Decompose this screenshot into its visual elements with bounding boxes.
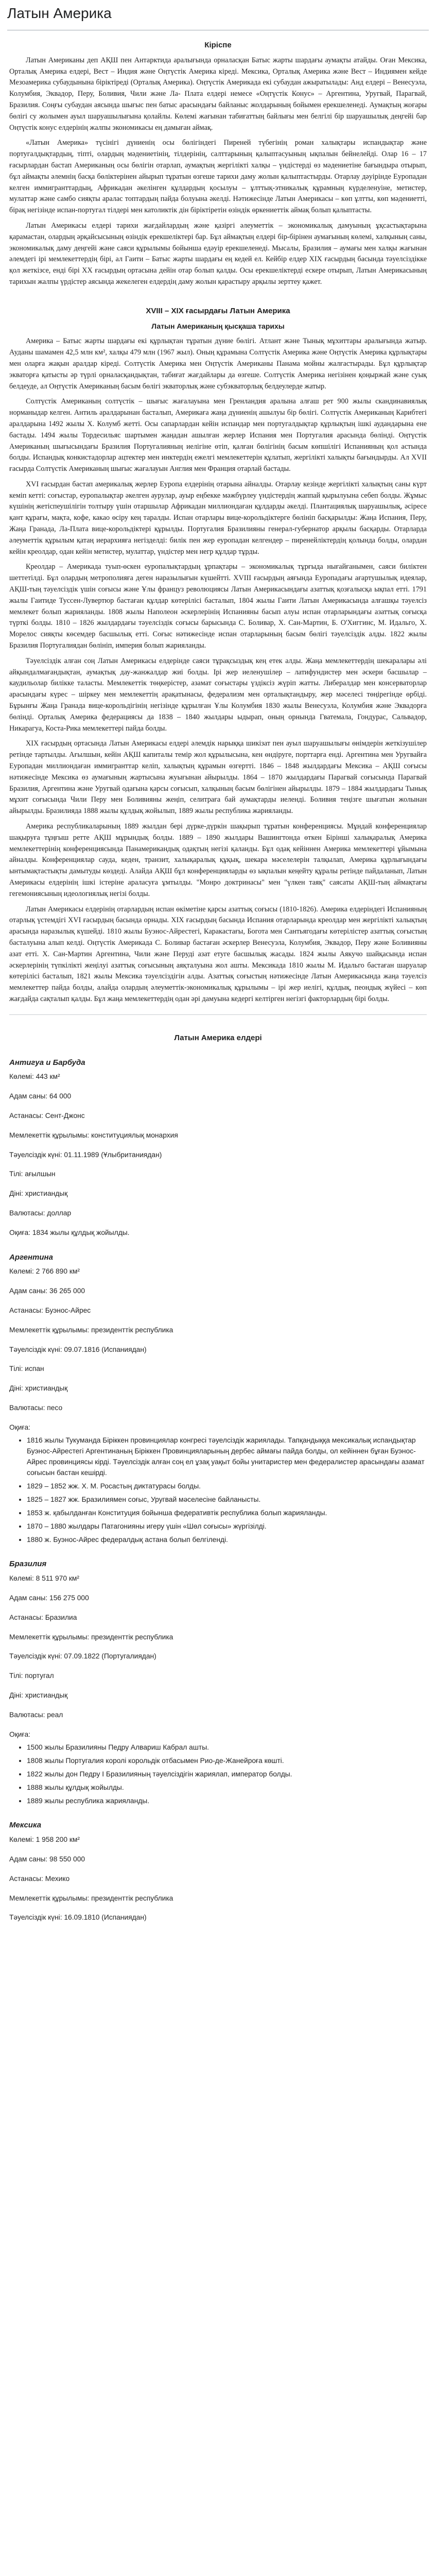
section-subheading: Латын Американың қысқаша тарихы [151, 321, 285, 330]
country-field: Көлемі: 8 511 970 км² [9, 1574, 79, 1583]
country-field: Адам саны: 36 265 000 [9, 1287, 85, 1295]
countries-section [9, 1057, 427, 1924]
history-paragraph: Солтүстік Американың солтүстік – шығыс жағалауына мен Гренландия аралына алғаш рет 900 жылы скандинавиялық норманыдар келген. Антиль аралдарынан басталып, Америкаға жаңа дүниенің ашылуы бір бөлігі. Солтүстік Американың Карибтегі аралдарына 1492 жылы X. Колумб жетті. Осы сапарлардан кейін испандар мен португалдықтар құрлықтың ішкі аудандарына ене бастады. 1494 жылы Тордесильяс шартымен жаңадан ашылған жерлер Испания мен Португалия арасында бөлінді. Оңтүстік Американың шығысындағы Бразилия Португалияның иелігіне өтіп, қалған бөлігінің басым көпшілігі Испанияның қол астында болды. Испандық конкистадорлар ацтектер мен инктердің ежелгі мемлекеттерін құлатып, жергілікті халықты бағындырды. Ал XVII ғасырда Солтүстік Американың шығыс жағалауын Англия мен Франция отарлай бастады. [9, 397, 427, 473]
page-title: Латын Америка [7, 5, 112, 21]
history-paragraph: Тәуелсіздік алған соң Латын Америкасы елдерінде саяси тұрақсыздық кең етек алды. Жаңа мемлекеттердің шекаралары әлі айқындалмағандықтан, аумақтық дау-жанжалдар жиі болды. Ірі жер иеленушілер – латифундистер мен әскери басшылар – каудильолар билікке таласты. Мемлекеттік төңкерістер, азамат соғыстары үздіксіз жүріп жатты. Либералдар мен консерваторлар арасындағы күрес – шіркеу мен мемлекеттің арақатынасы, федерализм мен орталықтандыру, жер мәселесі төңірегінде өрбіді. Бұрынғы Жаңа Гранада вице-корольдігінің негізінде құрылған Ұлы Колумбия 1830 жылы Венесуэла, Колумбия және Эквадорға бөлінді. Орталық Америка федерациясы да 1838 – 1840 жылдары ыдырап, оның орнында Гватемала, Гондурас, Сальвадор, Никарагуа, Коста-Рика мемлекеттері пайда болды. [9, 656, 427, 733]
country-field: Астанасы: Мехико [9, 1874, 70, 1883]
country-field: Тілі: португал [9, 1672, 54, 1680]
section-heading: XVIII – XIX ғасырдағы Латын Америка [146, 306, 290, 315]
country-field: Тәуелсіздік күні: 16.09.1810 (Испаниядан) [9, 1913, 147, 1922]
intro-paragraph: «Латын Америка» түсінігі дүниенің осы бөлігіндегі Пиреней түбегінің роман халықтары испандықтар және португалдықтардың, тіпті, олардың мәдениетінің, тілдерінің, салттарының қалыптасуының ықпалын бейнелейді. Олар 16 – 17 ғасырлардан бастап Американың осы бөлігін отарлап, аумақтың жергілікті халқы – үндістерді өз мәдениетіне бағындыра отырып, бұл аймақты әлемнің басқа бөліктерінен айырып тұратын өзгеше тарихи даму жолын қалыптастырды. Отарлау дәуірінде Еуропадан келген иммигранттардың, Африкадан әкелінген құлдардың қосылуы – ұлттық-этникалық құрамның күрделенуіне, метистер, мулаттар және самбо сияқты аралас топтардың пайда болуына әкелді. Нәтижесінде Латын Америкасы – көп ұлтты, көп мәдениетті, бірақ негізінде испан-португал тілдері мен католиктік дін біріктіретін өзіндік өркениеттік аймақ болып қалыптасты. [9, 139, 427, 215]
event-item: • 1889 жылы республика жарияланды. [27, 1795, 427, 1806]
country-field: Тәуелсіздік күні: 01.11.1989 (Ұлыбританиядан) [9, 1150, 162, 1159]
country-name: Антигуа и Барбуда [9, 1058, 85, 1067]
country-field: Валютасы: песо [9, 1403, 63, 1412]
intro-section [9, 55, 427, 288]
country-name: Бразилия [9, 1560, 47, 1569]
event-item: • 1500 жылы Бразилияны Педру Алвариш Кабрал ашты. [27, 1742, 427, 1753]
country-block [9, 1252, 427, 1546]
event-item: • 1816 жылы Тукуманда Біріккен провинциялар конгресі тәуелсіздік жариялады. Тапқандыққа мексикалық испандықтар Буэнос-Айрестегі Аргентинаның Біріккен Провинцияларының дербес аймағы пайда болды, ол кейіннен бұған Буэнос-Айрес провинциясы кірді. Тәуелсіздік алған соң ел ұзақ уақыт бойы унитаристер мен федералистер арасындағы азамат соғысын бастан кешірді. [27, 1435, 427, 1478]
event-item: • 1808 жылы Португалия королі корольдік отбасымен Рио-де-Жанейроға көшті. [27, 1755, 427, 1766]
country-field: Адам саны: 156 275 000 [9, 1594, 89, 1602]
event-item: • 1870 – 1880 жылдары Патагонияны игеру үшін «Шөл соғысы» жүргізілді. [27, 1521, 427, 1532]
countries-heading: Латын Америка елдері [174, 1033, 262, 1042]
country-field: Көлемі: 1 958 200 км² [9, 1836, 80, 1844]
history-paragraph: Америка – Батыс жарты шардағы екі құрлықтан тұратын дүние бөлігі. Атлант және Тынық мұхиттары аралығында жатыр. Ауданы шамамен 42,5 млн км², халқы 479 млн (1967 жыл). Оның құрамына Солтүстік Америка және Оңтүстік Америка құрлықтары мен оларға жақын аралдар кіреді. Солтүстік Америка мен Оңтүстік Американы Панама мойны жалғастырады. Бұл құрлықтар экваторға қатысты әр түрлі орналасқандықтан, табиғат жағдайлары да өзгеше. Солтүстік Америка негізінен қоңыржай және суық белдеуде, ал Оңтүстік Американың басым бөлігі экваторлық және субэкваторлық белдеулерде жатыр. [9, 337, 427, 391]
event-item: • 1853 ж. қабылданған Конституция бойынша федеративтік республика болып жарияланды. [27, 1507, 427, 1518]
country-field: Тілі: ағылшын [9, 1170, 56, 1178]
event-list [9, 1742, 427, 1806]
country-field: Мемлекеттік құрылымы: президенттік республика [9, 1326, 173, 1334]
country-field: Валютасы: доллар [9, 1209, 72, 1217]
country-field: Астанасы: Сент-Джонс [9, 1111, 85, 1120]
country-field: Мемлекеттік құрылымы: конституциялық монархия [9, 1131, 178, 1139]
history-paragraph: Креолдар – Америкада туып-өскен еуропалықтардың ұрпақтары – экономикалық тұрғыда нығайғанымен, саяси биліктен шеттетілді. Бұл олардың метрополияға деген наразылығын күшейтті. XVIII ғасырдың аяғында Еуропадағы ағартушылық идеялар, АҚШ-тың тәуелсіздік үшін соғысы және Ұлы француз революциясы Латын Америкасындағы азаттық қозғалысқа ықпал етті. 1791 жылы Гаитиде Туссен-Лувертюр бастаған құлдар көтерілісі басталып, 1804 жылы Гаити Латын Америкасында алғашқы тәуелсіз мемлекет болып жарияланды. 1808 жылы Наполеон әскерлерінің Испанияны басып алуы испан отарларындағы азаттық соғысқа түрткі болды. 1810 – 1826 жылдардағы тәуелсіздік соғысы барысында С. Боливар, X. Сан-Мартин, Б. О'Хиггинс, М. Идальго, X. Морелос сияқты көсемдер басшылық етті. Соғыс нәтижесінде испан отарларының басым бөлігі тәуелсіздік алды. 1822 жылы Бразилия Португалиядан бөлініп, империя болып жарияланды. [9, 563, 427, 650]
event-item: • 1822 жылы дон Педру I Бразилияның тәуелсіздігін жариялап, император болды. [27, 1769, 427, 1780]
history-section [9, 336, 427, 1005]
article-body [0, 30, 436, 1923]
event-item: • 1829 – 1852 жж. Х. М. Росастың диктатурасы болды. [27, 1481, 427, 1492]
intro-paragraph: Латын Американы деп АҚШ пен Антарктида аралығында орналасқан Батыс жарты шардағы аумақты атайды. Оған Мексика, Орталық Америка елдері, Вест – Индия және Оңтүстік Америка кіреді. Мексика, Орталық Америка және Вест – Индиямен кейде Мезоамерика субаудынына біріктіреді (Орталық Америка). Оңтүстік Америкада екі субаудан ажыратылады: Анд елдері – Венесуэла, Колумбия, Эквадор, Перу, Боливия, Чили және Ла- Плата елдері немесе «Оңтүстік Конус» – Аргентина, Уругвай, Парагвай, Бразилия. Соңғы субаудан аясында шығыс пен батыс арасындағы байланыс жолдарының бойымен ерекшеленеді. Аумақтың жоғары бөлігі су жолымен ауыл шаруашылығына қолайлы. Көлемі жағынан табиғаттың байлығы мен белгілі бір шаруашылық деңгейі бар Оңтүстік конус елдерінің жалпы экономикасы ең дамыған аймақ. [9, 56, 427, 132]
country-field: Көлемі: 2 766 890 км² [9, 1267, 80, 1276]
country-field: Астанасы: Буэнос-Айрес [9, 1306, 91, 1314]
divider [9, 1014, 427, 1015]
intro-paragraph: Латын Америкасы елдері тарихи жағдайлардың және қазіргі әлеуметтік – экономикалық дамуының ұқсастықтарына қарамастан, олардың әрқайсысының өзіндік ерекшеліктері бар. Бұл аймақтың елдері бір-бірінен аумағының көлемі, халқының саны, экономикалық даму деңгейі және саяси құрылымы бойынша едәуір ерекшеленеді. Мысалы, Бразилия – аумағы мен халқы жағынан әлемдегі ірі мемлекеттердің бірі, ал Гаити – Батыс жарты шардағы ең кедей ел. Кейбір елдер XIX ғасырдың басында тәуелсіздікке қол жеткізсе, енді бірі XX ғасырдың ортасына дейін отар болып қалды. Осы ерекшеліктерді ескере отырып, Латын Америкасының тарихын жалпы үрдістер аясында жекелеген елдердің даму жолын қарастыру арқылы зерттеу қажет. [9, 221, 427, 286]
country-field: Мемлекеттік құрылымы: президенттік республика [9, 1633, 173, 1641]
history-paragraph: XVI ғасырдан бастап америкалық жерлер Еуропа елдерінің отарына айналды. Отарлау кезінде жергілікті халықтың саны күрт кеміп кетті: соғыстар, еуропалықтар әкелген аурулар, ауыр еңбекке мәжбүрлеу үндістердің жаппай қырылуына себеп болды. Жұмыс күшінің жетіспеушілігін толтыру үшін отаршылар Африкадан миллиондаған құлдарды әкелді. Плантациялық шаруашылық, әсіресе қант құрағы, мақта, кофе, какао өсіру кең таралды. Испан отарлары вице-корольдіктерге бөлініп басқарылды: Жаңа Испания, Перу, Жаңа Гранада, Ла-Плата вице-корольдіктері құрылды. Португалия Бразилияны генерал-губернатор арқылы басқарды. Отарларда әлеуметтік құрылым қатаң иерархияға негізделді: билік пен жер еуропадан келгендер – пиренейліктердің қолында болды, олардан кейін креолдар, одан кейін метистер, мулаттар, үндістер мен негр құлдар тұрды. [9, 480, 427, 556]
country-field: Діні: христиандық [9, 1691, 68, 1700]
country-block [9, 1820, 427, 1923]
country-block [9, 1057, 427, 1239]
event-item: • 1825 – 1827 жж. Бразилиямен соғыс, Уругвай мәселесіне байланысты. [27, 1494, 427, 1505]
country-field: Мемлекеттік құрылымы: президенттік республика [9, 1894, 173, 1902]
event-label: Оқиға: [9, 1730, 31, 1738]
history-paragraph: Америка республикаларының 1889 жылдан бері дүрке-дүркін шақырып тұратын конференциясы. Мұндай конференциялар шақыруға тұңғыш ретте АҚШ мұрындық болды. 1889 – 1890 жылдары Вашингтонда өткен Бірінші халықаралық Америка мемлекеттерінің конференциясында Панамерикандық одақтың негізі қаланды. Бұл одақ кейіннен Америка мемлекеттері ұйымына айналды. Конференциялар сауда, кеден, транзит, халықаралық құқық, шекара мәселелерін талқылап, Америка құрлығындағы ынтымақтастықты дамытуды көздеді. Алайда АҚШ бұл конференцияларды өз ықпалын кеңейту құралы ретінде пайдаланып, Латын Америкасы елдерінің ішкі істеріне араласуға ұмтылды. "Монро доктринасы" мен "үлкен таяқ" саясаты АҚШ-тың аймақтағы гегемониясының идеологиялық негізі болды. [9, 822, 427, 898]
country-name: Аргентина [9, 1252, 53, 1262]
country-field: Адам саны: 64 000 [9, 1092, 72, 1100]
country-field: Адам саны: 98 550 000 [9, 1855, 85, 1863]
history-paragraph: XIX ғасырдың ортасында Латын Америкасы елдері әлемдік нарыққа шикізат пен ауыл шаруашылығы өнімдерін жеткізушілер ретінде тартылды. Ағылшын, кейін АҚШ капиталы темір жол құрылысына, кен өндіруге, порттарға енді. Аргентина мен Уругвайға Еуропадан миллиондаған иммигранттар келіп, халықтың құрамын өзгертті. 1846 – 1848 жылдардағы Мексика – АҚШ соғысы нәтижесінде Мексика өз аумағының жартысына жуығынан айырылды. 1864 – 1870 жылдардағы Парагвай соғысында Парагвай Бразилия, Аргентина және Уругвай одағына қарсы соғысып, халқының басым бөлігінен айырылды. 1879 – 1884 жылдардағы Тынық мұхит соғысында Чили Перу мен Боливияны жеңіп, селитраға бай аумақтарды иеленді. Боливия теңізге шығатын жолынан айырылды. Бразилияда 1888 жылы құлдық жойылып, 1889 жылы республика жарияланды. [9, 739, 427, 816]
country-field: Діні: христиандық [9, 1190, 68, 1198]
event-label: Оқиға: [9, 1423, 31, 1431]
event-item: • 1888 жылы құлдық жойылды. [27, 1782, 427, 1793]
history-paragraph: Латын Америкасы елдерінің отарлардың испан өкіметіне қарсы азаттық соғысы (1810-1826). Америка елдеріндегі Испанияның отарлық үстемдігі XVI ғасырдың басында орнады. XIX ғасырдың басында Испания отарларында креолдар мен жергілікті халықтың арасында наразылық күшейді. 1810 жылы Буэнос-Айрестегі, Каракастағы, Богота мен Сантьягодағы көтерілістер азаттық соғыстың басталуына алып келді. Оңтүстік Америкада С. Боливар бастаған әскерлер Венесуэла, Колумбия, Эквадор, Перу және Боливияны азат етті. X. Сан-Мартин Аргентина, Чили және Перуді азат етуге басшылық жасады. 1824 жылы Аякучо шайқасында испан әскерлерінің түпкілікті жеңілуі азаттық соғысының аяқталуына жол ашты. Мексикада 1810 жылы М. Идальго бастаған шаруалар көтерілісі басталып, 1821 жылы Мексика тәуелсіздігін алды. Азаттық соғыстың нәтижесінде Латын Америкасында жаңа тәуелсіз мемлекеттер пайда болды, алайда олардың әлеуметтік-экономикалық құрылымы – ірі жер иелігі, құлдық, пеондық жүйесі – көп жағдайда сақталып қалды. Бұл жаңа мемлекеттердің одан әрі дамуына кедергі келтірген негізгі факторлардың бірі болды. [9, 905, 427, 1003]
country-field: Тілі: испан [9, 1365, 44, 1373]
intro-heading: Кіріспе [204, 41, 232, 49]
title-bar [7, 0, 429, 30]
country-field: Оқиға: 1834 жылы құлдық жойылды. [9, 1228, 130, 1236]
event-item: • 1880 ж. Буэнос-Айрес федералдық астана болып белгіленді. [27, 1534, 427, 1545]
event-list [9, 1435, 427, 1545]
country-field: Діні: христиандық [9, 1384, 68, 1393]
country-block [9, 1558, 427, 1806]
country-field: Тәуелсіздік күні: 07.09.1822 (Португалиядан) [9, 1652, 156, 1660]
country-field: Тәуелсіздік күні: 09.07.1816 (Испаниядан) [9, 1345, 147, 1353]
country-field: Валютасы: реал [9, 1710, 63, 1719]
country-field: Астанасы: Бразилиа [9, 1613, 77, 1621]
country-field: Көлемі: 443 км² [9, 1073, 60, 1081]
country-name: Мексика [9, 1821, 42, 1830]
